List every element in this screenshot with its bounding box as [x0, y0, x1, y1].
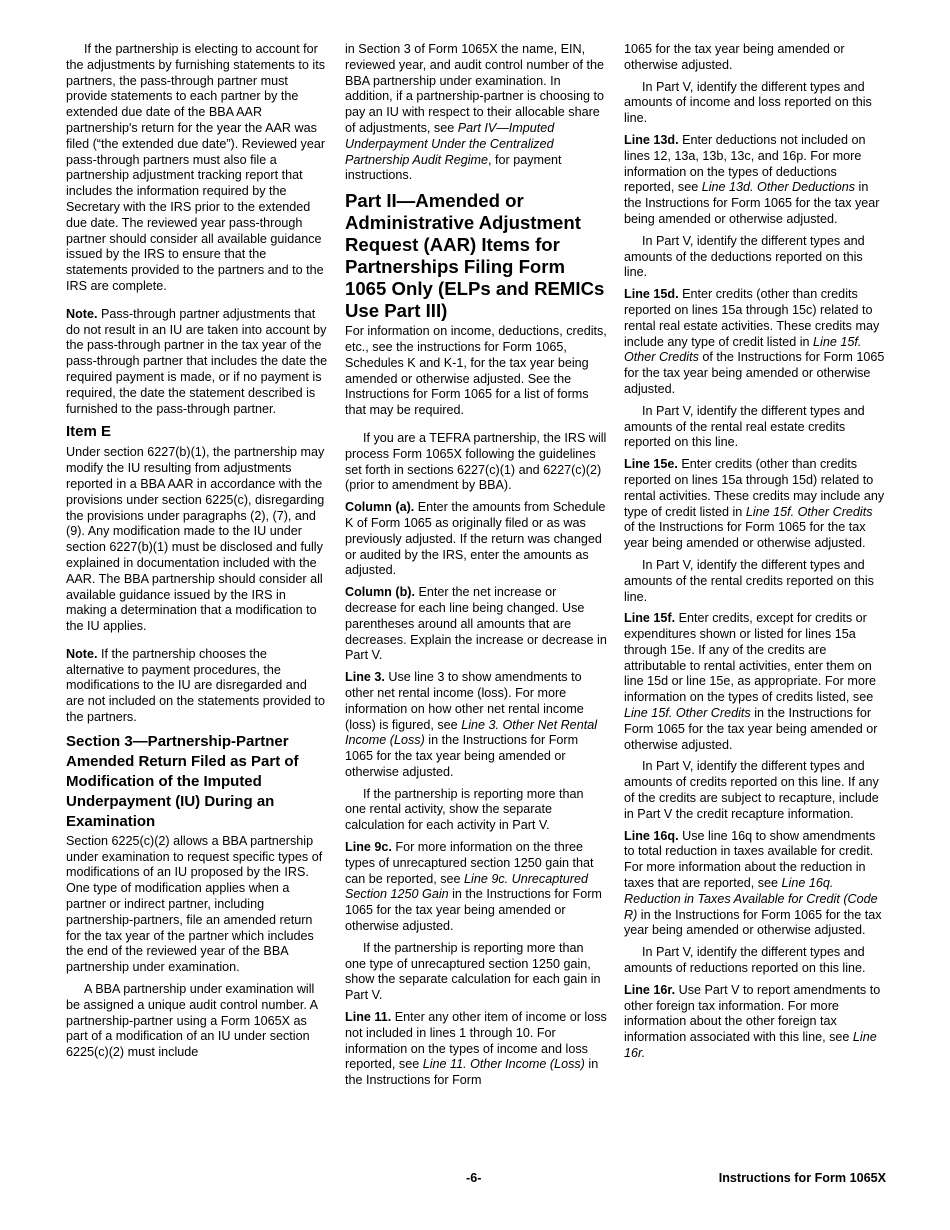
paragraph: A BBA partnership under examination will be assigned a unique audit control number. A partnership-partner using a Form 1065X as part of a modification of an IU under section 6225(c)(2) must include: [66, 982, 318, 1060]
cross-reference: Line 15f. Other Credits: [624, 706, 751, 721]
paragraph: In Part V, identify the different types and amounts of the rental real estate credits reported on this line.: [624, 403, 865, 450]
paragraph: [345, 42, 607, 184]
paragraph: If the partnership is reporting more than one type of unrecaptured section 1250 gain, show the separate calculation for each gain in Part V.: [345, 940, 601, 1003]
note-paragraph: [66, 647, 328, 726]
note-text: If the partnership chooses the alternative to payment procedures, the modifications to the IU are disregarded and are not included on the statements provided to the partners.: [66, 646, 326, 725]
column-b-label: Column (b).: [345, 585, 415, 600]
text-run: of the Instructions for Form 1065 for the tax year being amended or otherwise adjusted.: [624, 520, 866, 551]
paragraph: If the partnership is electing to account for the adjustments by furnishing statements to its partners, the pass-through partner must provide statements to each partner by the extended due date of the BBA AAR partnership's return for the year the AAR was filed (“the extended due date”). Reviewed year pass-through partners must also file a partnership adjustment tracking report that includes the information required by the Secretary with the IRS prior to the extended due date. The reviewed year pass-through partner should consider all available guidance issued by the IRS to ensure that the statements provided to the partners and to the IRS are complete.: [66, 42, 326, 293]
line13d-paragraph: [624, 133, 886, 228]
text-run: Enter deductions not included on lines 12, 13a, 13b, 13c, and 16p. For more information on the types of deductions reported, see: [624, 132, 866, 195]
text-run: Use Part V to report amendments to other foreign tax information. For more information about the other foreign tax information associated with this line, see: [624, 982, 881, 1045]
paragraph: In Part V, identify the different types and amounts of reductions reported on this line.: [624, 945, 866, 976]
paragraph: In Part V, identify the different types and amounts of the rental credits reported on this line.: [624, 557, 874, 604]
cross-reference: Line 16r.: [624, 1030, 877, 1061]
line11-label: Line 11.: [345, 1010, 392, 1025]
line15f-paragraph: [624, 611, 886, 753]
column-a-label: Column (a).: [345, 500, 415, 515]
text-run: of the Instructions for Form 1065 for the tax year being amended or otherwise adjusted.: [624, 350, 885, 396]
line9c-label: Line 9c.: [345, 840, 392, 855]
text-run: Enter any other item of income or loss not included in lines 1 through 10. For information on the types of income and loss reported, see: [345, 1010, 607, 1072]
line15e-paragraph: [624, 457, 886, 552]
text-run: in the Instructions for Form: [345, 1057, 599, 1088]
page-number: -6-: [466, 1171, 482, 1185]
text-run: in the Instructions for Form 1065 for the tax year being amended or otherwise adjusted.: [624, 706, 878, 752]
paragraph: In Part V, identify the different types and amounts of the deductions reported on this line.: [624, 233, 865, 280]
text-run: in the Instructions for Form 1065 for the tax year being amended or otherwise adjusted.: [624, 180, 880, 226]
line11-paragraph: [345, 1010, 607, 1089]
cross-reference: Line 15f. Other Credits: [745, 504, 873, 519]
paragraph: In Part V, identify the different types and amounts of credits reported on this line. If any of the credits are subject to recapture, include in Part V the credit recapture information.: [624, 759, 879, 821]
text-run: , for payment instructions.: [345, 152, 562, 183]
section3-heading: Section 3—Partnership-Partner Amended Return Filed as Part of Modification of the Imputed Underpayment (IU) During an Examination: [66, 732, 299, 830]
text-run: in the Instructions for Form 1065 for the tax year being amended or otherwise adjusted.: [624, 907, 882, 938]
text-run: Enter credits, except for credits or expenditures shown or listed for lines 15a through 15e. If any of the credits are attributable to rental activities, enter them on line 15d or line 15e, as appropriate. For more information on the types of credits listed, see: [624, 611, 877, 705]
column-left: [66, 42, 328, 1067]
line15f-label: Line 15f.: [624, 611, 676, 626]
document-title: Instructions for Form 1065X: [718, 1171, 886, 1185]
line15e-label: Line 15e.: [624, 457, 678, 472]
cross-reference: Line 9c. Unrecaptured Section 1250 Gain: [345, 871, 588, 902]
line3-label: Line 3.: [345, 670, 385, 685]
column-middle: [345, 42, 607, 1095]
cross-reference: Line 3. Other Net Rental Income (Loss): [345, 717, 597, 748]
line3-paragraph: [345, 670, 607, 781]
text-run: Enter credits (other than credits reported on lines 15a through 15c) related to rental real estate activities. These credits may include any type of credit listed in: [624, 287, 880, 349]
cross-reference: Line 11. Other Income (Loss): [422, 1057, 585, 1072]
paragraph: In Part V, identify the different types and amounts of income and loss reported on this line.: [624, 79, 872, 126]
cross-reference: Line 15f. Other Credits: [624, 334, 862, 365]
text-run: Enter the amounts from Schedule K of Form 1065 as originally filed or as was previously adjusted. If the return was changed or audited by the IRS, enter the amounts as adjusted.: [345, 500, 606, 578]
column-a-paragraph: [345, 500, 607, 579]
text-run: Enter the net increase or decrease for each line being changed. Use parentheses around all amounts that are decreases. Explain the increase or decrease in Part V.: [345, 585, 607, 663]
note-text: Pass-through partner adjustments that do not result in an IU are taken into account by the pass-through partner in the tax year of the pass-through partner that includes the date the required payment is made, or if no payment is required, the date the statement described is furnished to the pass-through partner.: [66, 306, 328, 416]
part2-heading: Part II—Amended or Administrative Adjustment Request (AAR) Items for Partnerships Filing Form 1065 Only (ELPs and REMICs Use Part III): [345, 190, 605, 322]
item-e-heading: Item E: [66, 423, 112, 441]
text-run: in Section 3 of Form 1065X the name, EIN, reviewed year, and audit control number of the BBA partnership under examination. In addition, if a partnership-partner is choosing to pay an IU with respect to their allocable share of adjustments, see: [345, 42, 605, 135]
paragraph: 1065 for the tax year being amended or otherwise adjusted.: [624, 42, 845, 72]
line16r-label: Line 16r.: [624, 982, 676, 997]
column-b-paragraph: [345, 585, 607, 664]
line15d-paragraph: [624, 287, 886, 398]
paragraph: If you are a TEFRA partnership, the IRS will process Form 1065X following the guidelines set forth in sections 6227(c)(1) and 6227(c)(2) (prior to amendment by BBA).: [345, 430, 607, 493]
text-run: For more information on the three types of unrecaptured section 1250 gain that can be reported, see: [345, 840, 594, 886]
paragraph: If the partnership is reporting more than one rental activity, show the separate calculation for each activity in Part V.: [345, 786, 584, 833]
column-right: [624, 42, 886, 1068]
text-run: in the Instructions for Form 1065 for the tax year being amended or otherwise adjusted.: [345, 733, 579, 779]
cross-reference: Part IV—Imputed Underpayment Under the Centralized Partnership Audit Regime: [345, 120, 555, 167]
note-label: Note.: [66, 646, 98, 661]
note-label: Note.: [66, 306, 98, 321]
line16q-label: Line 16q.: [624, 828, 679, 843]
line9c-paragraph: [345, 840, 607, 935]
cross-reference: Line 16q. Reduction in Taxes Available for Credit (Code R): [624, 876, 878, 922]
line13d-label: Line 13d.: [624, 132, 679, 147]
text-run: Enter credits (other than credits reported on lines 15a through 15d) related to rental activities. These credits may include any type of credit listed in: [624, 457, 885, 519]
cross-reference: Line 13d. Other Deductions: [701, 180, 856, 195]
paragraph: Under section 6227(b)(1), the partnership may modify the IU resulting from adjustments reported in a BBA AAR in accordance with the provisions under section 6225(c), disregarding the provisions under paragraphs (2), (7), and (9). Any modification made to the IU under section 6227(b)(1) must be disclosed and fully explained in documentation included with the AAR. The BBA partnership should consider all available guidance issued by the IRS in making a determination that a modification to the IU applies.: [66, 445, 325, 634]
line16r-paragraph: [624, 983, 886, 1062]
text-run: Use line 16q to show amendments to total reduction in taxes available for credit. For more information about the reduction in taxes that are reported, see: [624, 828, 876, 891]
line15d-label: Line 15d.: [624, 287, 679, 302]
line16q-paragraph: [624, 829, 886, 940]
paragraph: For information on income, deductions, credits, etc., see the instructions for Form 1065, Schedules K and K-1, for the tax year being amended or otherwise adjusted. See the Instructions for Form 1065 for a list of forms that may be required.: [345, 324, 607, 418]
text-run: in the Instructions for Form 1065 for the tax year being amended or otherwise adjusted.: [345, 887, 602, 934]
paragraph: Section 6225(c)(2) allows a BBA partnership under examination to request specific types of modifications of an IU proposed by the IRS. One type of modification applies when a partner or indirect partner, including partnership-partners, file an amended return for the tax year of the partner which includes the end of the reviewed year of the BBA partnership under examination.: [66, 833, 323, 975]
note-paragraph: [66, 307, 328, 418]
text-run: Use line 3 to show amendments to other net rental income (loss). For more information on how other net rental income (loss) is figured, see: [345, 670, 584, 732]
